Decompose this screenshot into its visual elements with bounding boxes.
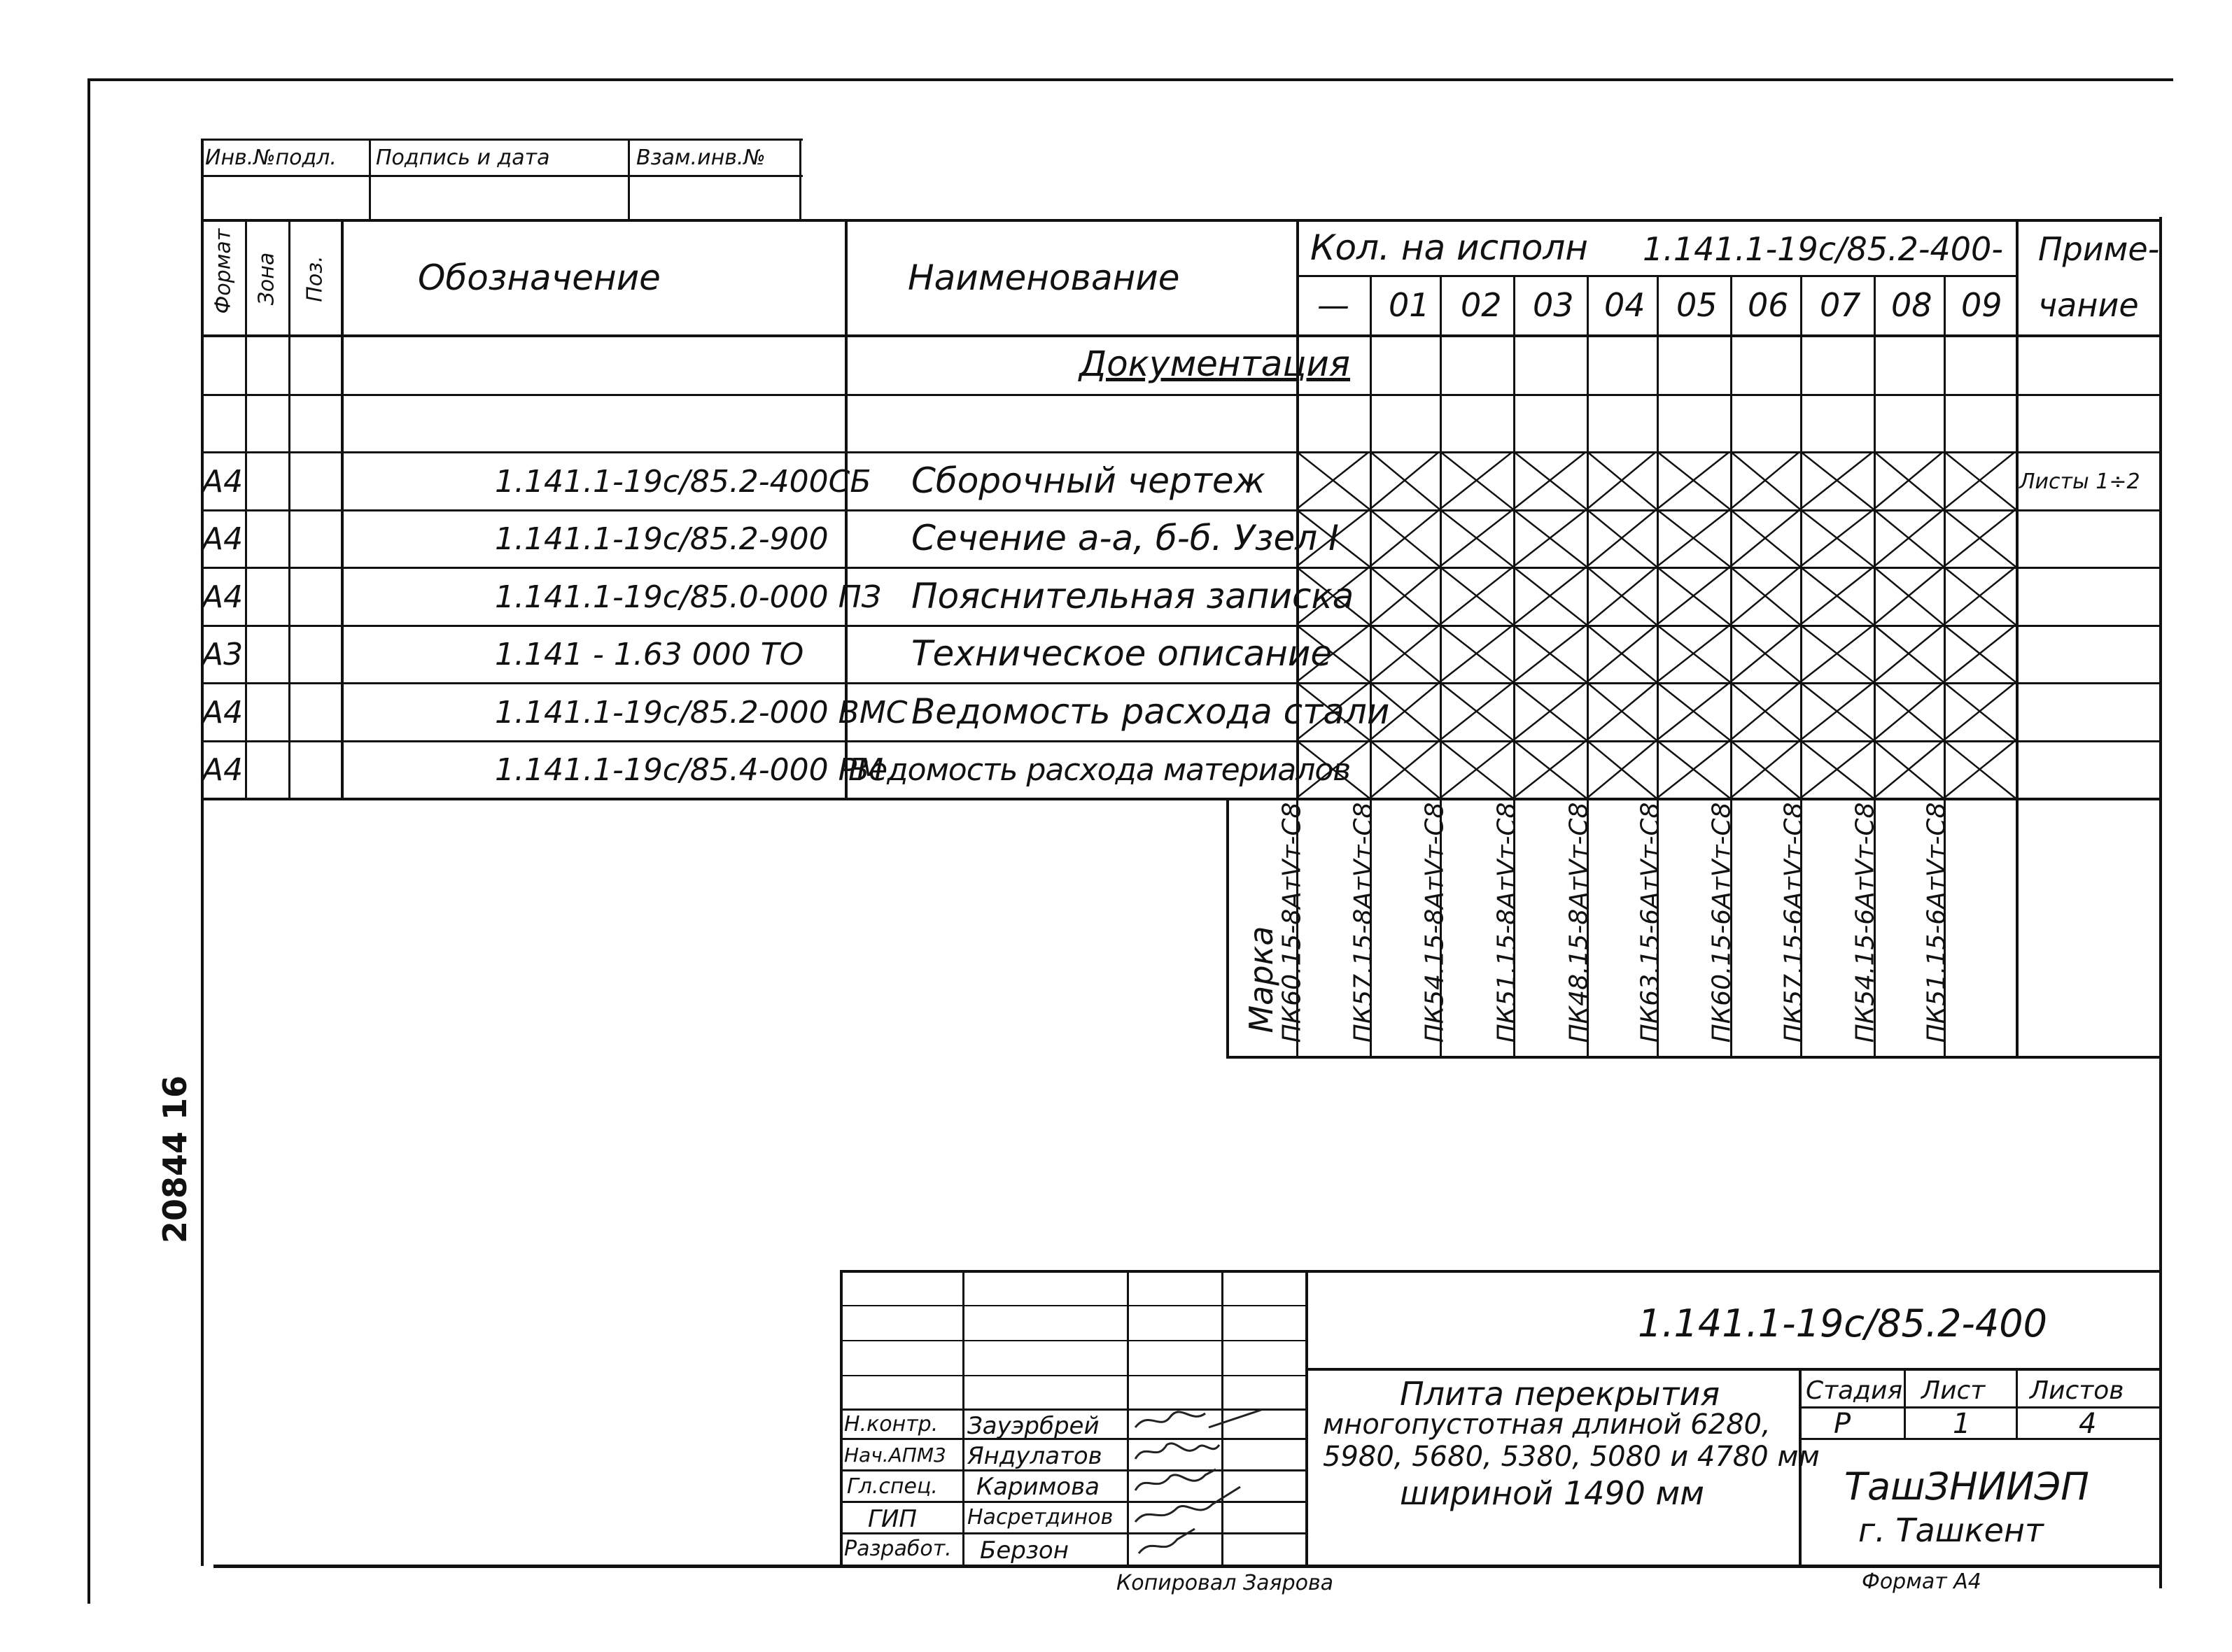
person-2-role: Нач.АПМ3 xyxy=(844,1443,946,1467)
header-prim-1: Приме- xyxy=(2038,230,2160,268)
row-2-name: Сечение а-а, б-б. Узел I xyxy=(911,518,1339,558)
title-line-2: многопустотная длиной 6280, xyxy=(1323,1409,1771,1441)
sheet-label: Лист xyxy=(1921,1376,1986,1405)
variant-7: 07 xyxy=(1820,286,1861,324)
stamp-vzam-inv: Взам.инв.№ xyxy=(636,146,766,170)
person-4-role: ГИП xyxy=(868,1505,917,1533)
header-naimenovanie: Наименование xyxy=(908,257,1180,298)
row-1-name: Сборочный чертеж xyxy=(911,460,1265,501)
doc-code: 1.141.1-19с/85.2-400 xyxy=(1638,1301,2047,1346)
org-city: г. Ташкент xyxy=(1858,1511,2044,1549)
row-5-code: 1.141.1-19с/85.2-000 ВМС xyxy=(495,695,908,730)
org-name: ТашЗНИИЭП xyxy=(1844,1464,2089,1509)
variant-3: 03 xyxy=(1533,286,1574,324)
side-text: 20844 16 xyxy=(156,1075,194,1243)
row-2-code: 1.141.1-19с/85.2-900 xyxy=(495,521,829,557)
mark-3: ПК54.15-8АтVт-С8 xyxy=(1420,802,1450,1043)
stage-value: Р xyxy=(1834,1408,1851,1440)
mark-7: ПК60.15-6АтVт-С8 xyxy=(1707,802,1736,1043)
marka-label: Марка xyxy=(1242,926,1280,1033)
stamp-inv-podl: Инв.№подл. xyxy=(205,146,337,170)
person-3-role: Гл.спец. xyxy=(847,1474,938,1499)
variant-9: 09 xyxy=(1961,286,2002,324)
title-line-4: шириной 1490 мм xyxy=(1400,1474,1704,1512)
row-6-name: Ведомость расхода материалов xyxy=(848,752,1351,788)
sheets-label: Листов xyxy=(2030,1376,2124,1405)
title-block xyxy=(840,1270,2162,1595)
row-1-note: Листы 1÷2 xyxy=(2019,470,2140,494)
frame-left-line xyxy=(87,78,90,1604)
format-label: Формат А4 xyxy=(1862,1569,1981,1594)
person-2-name: Яндулатов xyxy=(967,1442,1102,1470)
spec-table xyxy=(201,219,2162,800)
person-5-role: Разработ. xyxy=(844,1537,952,1561)
person-1-role: Н.контр. xyxy=(844,1412,939,1436)
row-4-code: 1.141 - 1.63 000 ТО xyxy=(495,637,804,672)
variant-2: 02 xyxy=(1461,286,1502,324)
frame-top-line xyxy=(87,78,2173,81)
variant-4: 04 xyxy=(1604,286,1645,324)
variant-6: 06 xyxy=(1748,286,1789,324)
row-1-code: 1.141.1-19с/85.2-400СБ xyxy=(495,464,871,500)
row-4-format: А3 xyxy=(202,637,244,672)
mark-4: ПК51.15-8АтVт-С8 xyxy=(1492,802,1522,1043)
row-5-format: А4 xyxy=(202,695,244,730)
header-zona: Зона xyxy=(254,252,279,306)
row-6-code: 1.141.1-19с/85.4-000 РМ xyxy=(495,752,884,788)
person-3-name: Каримова xyxy=(976,1473,1100,1501)
mark-10: ПК51.15-6АтVт-С8 xyxy=(1922,802,1951,1043)
marka-table xyxy=(1226,800,2162,1059)
crossed-cells xyxy=(1296,451,2017,800)
section-title: Документация xyxy=(1079,344,1350,384)
sheet-value: 1 xyxy=(1953,1408,1971,1440)
variant-0: — xyxy=(1317,286,1349,324)
row-5-name: Ведомость расхода стали xyxy=(911,691,1390,732)
header-poz: Поз. xyxy=(302,255,328,302)
header-oboznachenie: Обозначение xyxy=(418,257,661,298)
header-prim-2: чание xyxy=(2038,286,2139,324)
row-3-name: Пояснительная записка xyxy=(911,576,1354,616)
row-3-format: А4 xyxy=(202,579,244,615)
copied-by: Копировал Заярова xyxy=(1116,1571,1334,1595)
header-kol-label: Кол. на исполн xyxy=(1310,227,1588,268)
person-5-name: Берзон xyxy=(980,1537,1069,1565)
person-1-name: Зауэрбрей xyxy=(967,1412,1100,1440)
mark-8: ПК57.15-6АтVт-С8 xyxy=(1779,802,1809,1043)
title-line-1: Плита перекрытия xyxy=(1400,1375,1720,1413)
row-3-code: 1.141.1-19с/85.0-000 ПЗ xyxy=(495,579,881,615)
stamp-podpis-data: Подпись и дата xyxy=(376,146,550,170)
header-kol-code: 1.141.1-19с/85.2-400- xyxy=(1643,230,2003,268)
variant-5: 05 xyxy=(1676,286,1718,324)
mark-5: ПК48.15-8АтVт-С8 xyxy=(1564,802,1594,1043)
title-line-3: 5980, 5680, 5380, 5080 и 4780 мм xyxy=(1323,1441,1820,1473)
stage-label: Стадия xyxy=(1806,1376,1903,1405)
mark-1: ПК60.15-8АтVт-С8 xyxy=(1277,802,1307,1043)
row-1-format: А4 xyxy=(202,464,244,500)
sheets-value: 4 xyxy=(2079,1408,2097,1440)
variant-1: 01 xyxy=(1389,286,1430,324)
mark-2: ПК57.15-8АтVт-С8 xyxy=(1349,802,1378,1043)
signatures xyxy=(1128,1406,1296,1567)
mark-6: ПК63.15-6АтVт-С8 xyxy=(1636,802,1665,1043)
variant-8: 08 xyxy=(1891,286,1932,324)
row-4-name: Техническое описание xyxy=(911,633,1333,674)
mark-9: ПК54.15-6АтVт-С8 xyxy=(1851,802,1880,1043)
row-6-format: А4 xyxy=(202,752,244,788)
person-4-name: Насретдинов xyxy=(967,1505,1114,1530)
top-stamp xyxy=(201,139,803,219)
header-format: Формат xyxy=(211,228,236,314)
row-2-format: А4 xyxy=(202,521,244,557)
